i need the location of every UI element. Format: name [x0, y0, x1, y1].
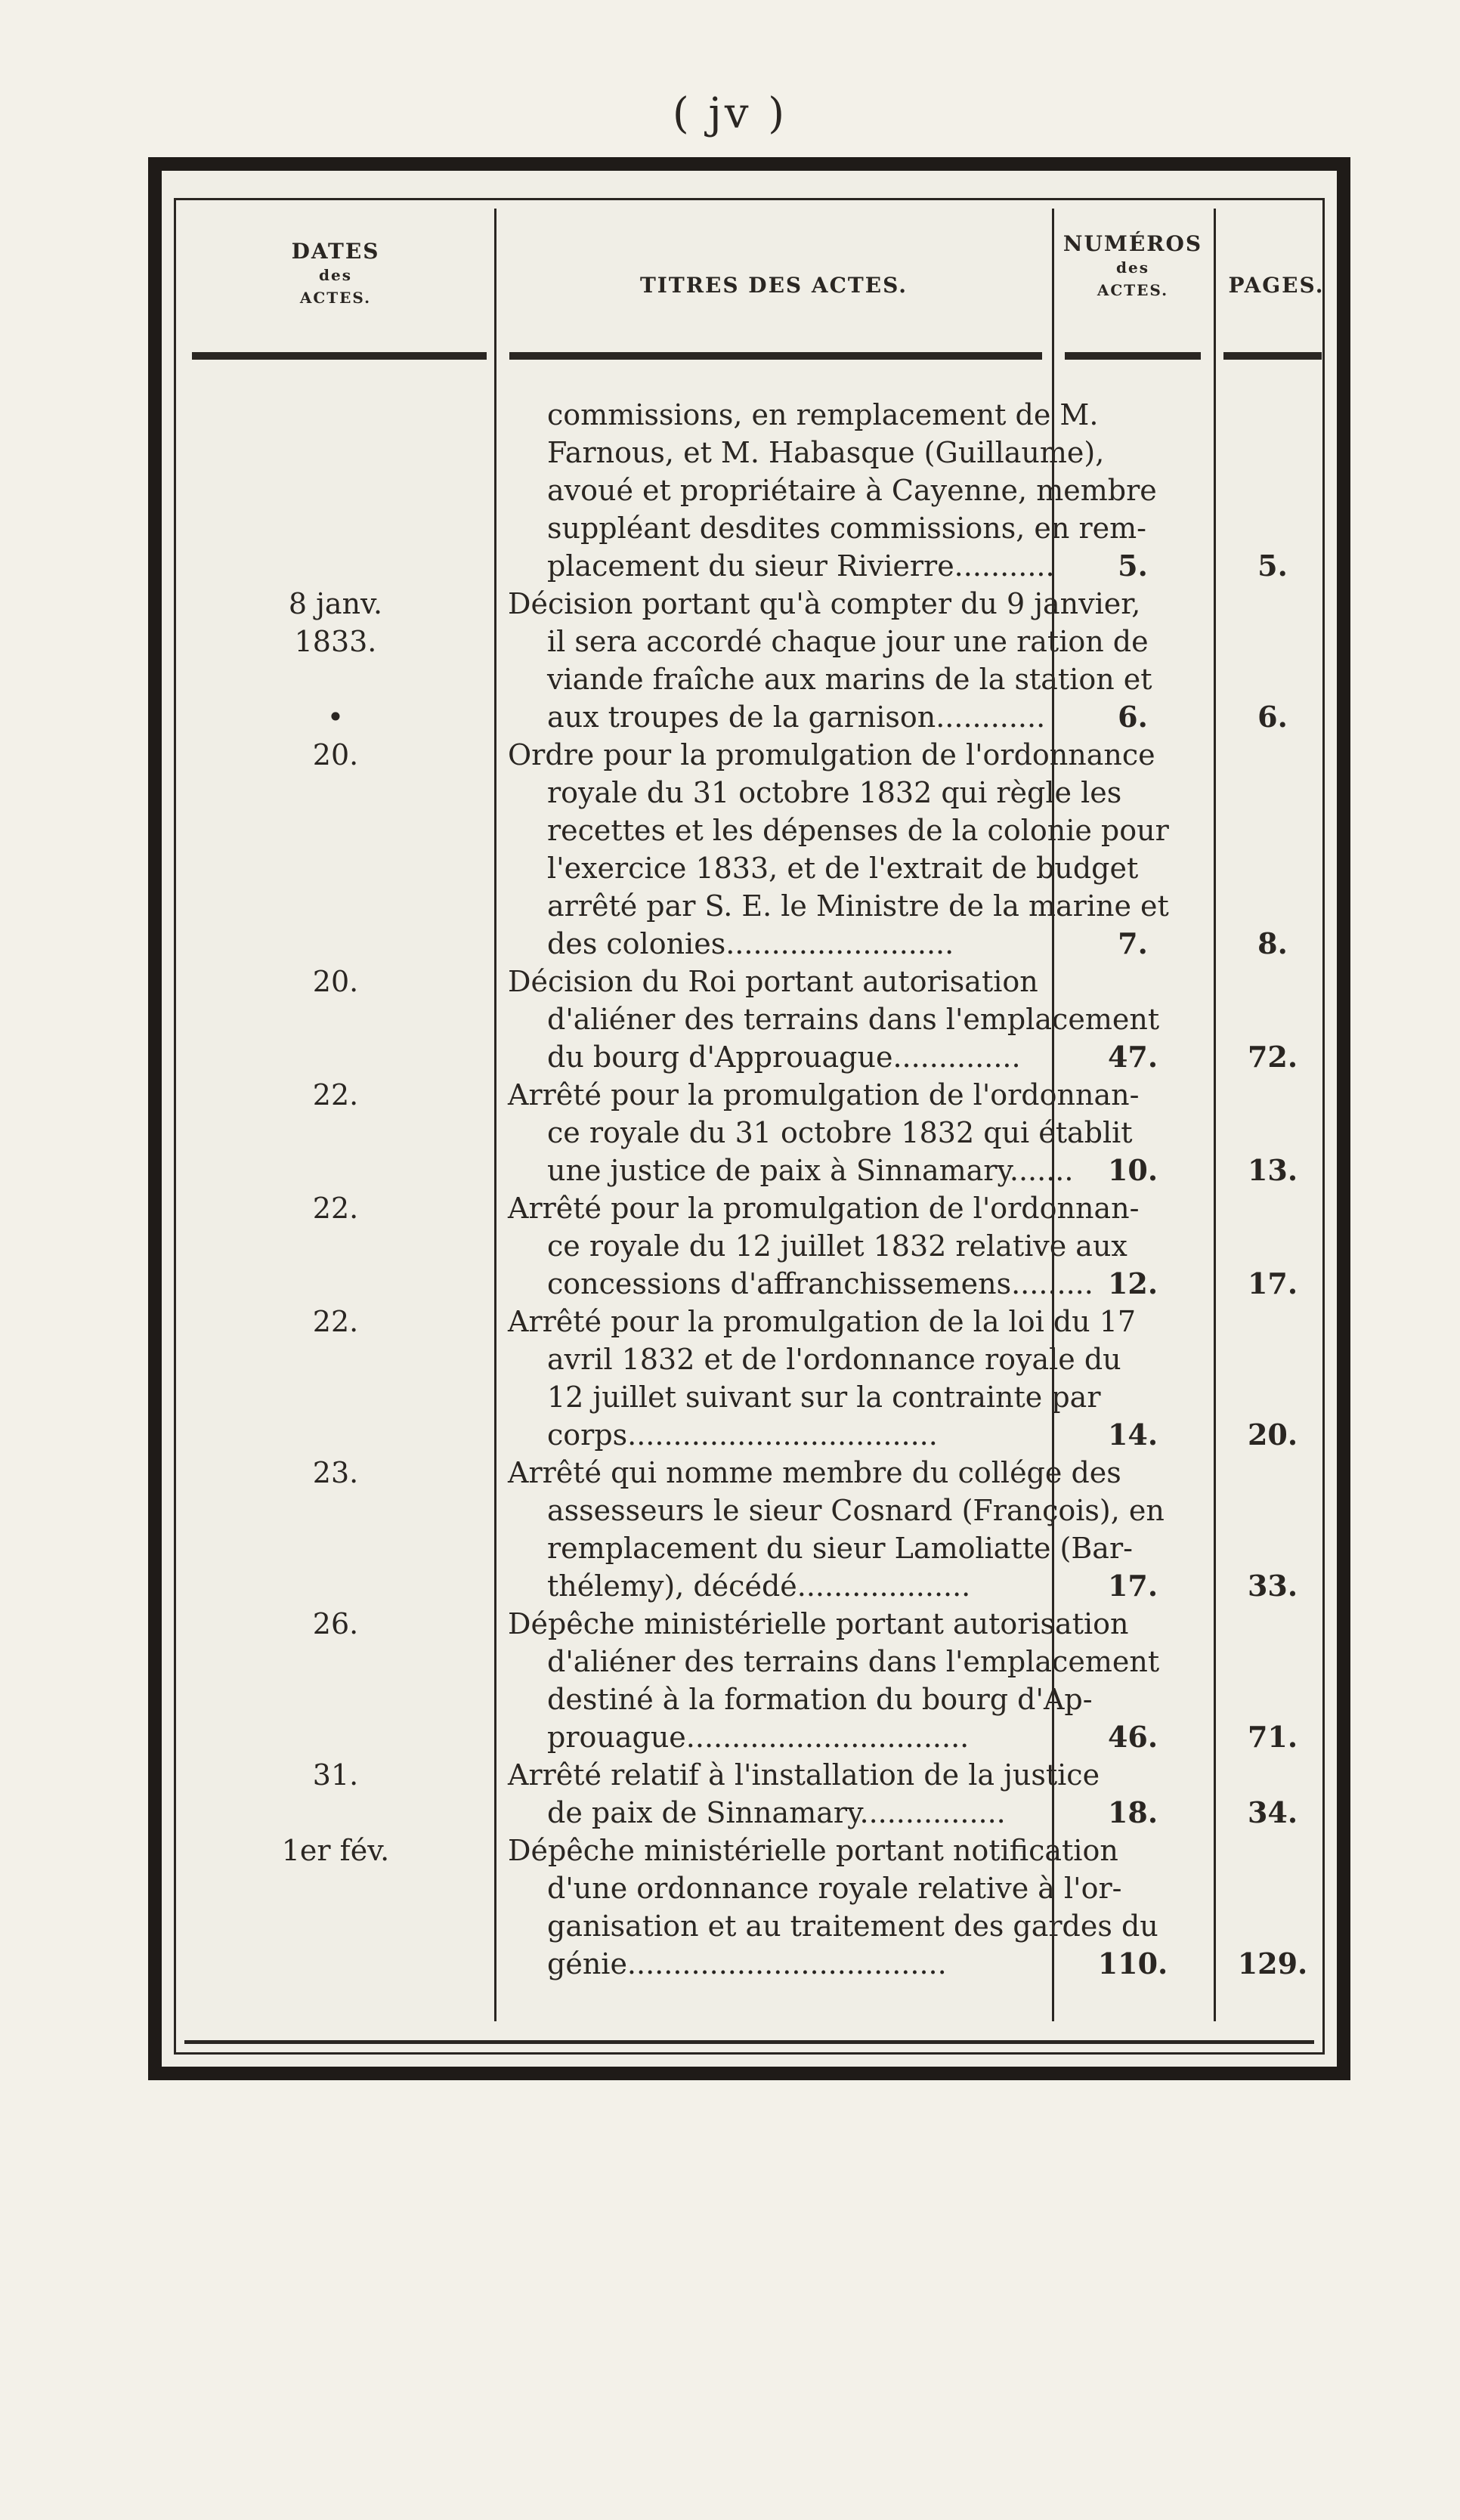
act-title-line: d'aliéner des terrains dans l'emplacement [547, 1003, 1160, 1036]
act-title-line: placement du sieur Rivierre........... [547, 549, 1055, 583]
table-row [162, 1303, 1337, 1340]
act-title-line: Arrêté relatif à l'installation de la justice [508, 1758, 1100, 1792]
table-row [162, 1869, 1337, 1907]
act-date: 31. [312, 1758, 359, 1792]
act-date: 26. [312, 1607, 359, 1640]
table-row [162, 1378, 1337, 1416]
act-date: 22. [312, 1305, 359, 1338]
act-title-line: viande fraîche aux marins de la station et [547, 663, 1152, 696]
table-row [162, 1605, 1337, 1643]
act-title-line: ganisation et au traitement des gardes du [547, 1909, 1158, 1943]
act-title-line: il sera accordé chaque jour une ration de [547, 625, 1149, 658]
act-title-line: assesseurs le sieur Cosnard (François), en [547, 1494, 1165, 1527]
table-row [162, 1832, 1337, 1869]
table-row [162, 925, 1337, 963]
act-title-line: recettes et les dépenses de la colonie pour [547, 814, 1169, 847]
act-date: 23. [312, 1456, 359, 1489]
act-title-line: corps.................................. [547, 1418, 938, 1452]
table-row [162, 1529, 1337, 1567]
act-title-line: génie................................... [547, 1947, 947, 1980]
header-dates [184, 239, 487, 309]
page-ref: 71. [1247, 1720, 1298, 1754]
act-number: 12. [1107, 1266, 1158, 1300]
act-number: 6. [1118, 700, 1148, 734]
table-row [162, 585, 1337, 623]
act-title-line: avoué et propriétaire à Cayenne, membre [547, 474, 1157, 507]
table-row [162, 1340, 1337, 1378]
page-ref: 5. [1257, 549, 1288, 583]
page-ref: 34. [1247, 1795, 1298, 1829]
table-row [162, 887, 1337, 925]
header-pages: PAGES. [1228, 273, 1325, 298]
act-title-line: Arrêté pour la promulgation de la loi du 17 [508, 1305, 1137, 1338]
act-title-line: avril 1832 et de l'ordonnance royale du [547, 1343, 1121, 1376]
table-row [162, 1681, 1337, 1718]
header-rule [192, 352, 487, 360]
act-number: 46. [1107, 1720, 1158, 1754]
table-row [162, 736, 1337, 774]
header-rule [509, 352, 1042, 360]
table-row [162, 1189, 1337, 1227]
page-ref: 13. [1247, 1153, 1298, 1187]
table-row [162, 1114, 1337, 1152]
table-row [162, 509, 1337, 547]
act-title-line: Ordre pour la promulgation de l'ordonnance [508, 738, 1155, 771]
act-title-line: Arrêté pour la promulgation de l'ordonnan- [508, 1192, 1140, 1225]
bottom-rule [184, 2040, 1314, 2044]
table-row [162, 1794, 1337, 1832]
table-row [162, 1492, 1337, 1529]
table-frame [148, 157, 1350, 2080]
act-number: 7. [1118, 926, 1148, 960]
act-title-line: suppléant desdites commissions, en rem- [547, 512, 1146, 545]
table-row [162, 623, 1337, 660]
act-title-line: du bourg d'Approuague.............. [547, 1040, 1021, 1074]
page-ref: 129. [1237, 1946, 1308, 1980]
act-title-line: une justice de paix à Sinnamary....... [547, 1154, 1074, 1187]
table-row [162, 1643, 1337, 1681]
page-number: ( jv ) [672, 89, 788, 138]
act-title-line: destiné à la formation du bourg d'Ap- [547, 1683, 1093, 1716]
table-row [162, 1000, 1337, 1038]
act-number: 10. [1107, 1153, 1158, 1187]
act-number: 17. [1107, 1569, 1158, 1603]
page-ref: 33. [1247, 1569, 1298, 1603]
table-row [162, 1038, 1337, 1076]
table-row [162, 1907, 1337, 1945]
act-title-line: aux troupes de la garnison............ [547, 700, 1046, 734]
page-ref: 6. [1257, 700, 1288, 734]
act-title-line: de paix de Sinnamary................ [547, 1796, 1006, 1829]
act-title-line: thélemy), décédé................... [547, 1569, 971, 1603]
act-title-line: 12 juillet suivant sur la contrainte par [547, 1381, 1101, 1414]
act-title-line: Farnous, et M. Habasque (Guillaume), [547, 436, 1105, 469]
table-row [162, 547, 1337, 585]
act-title-line: Décision du Roi portant autorisation [508, 965, 1038, 998]
table-row [162, 1454, 1337, 1492]
act-date: 8 janv. [288, 587, 383, 620]
act-number: 5. [1118, 549, 1148, 583]
act-title-line: Décision portant qu'à compter du 9 janvier, [508, 587, 1141, 620]
header-rule [1223, 352, 1322, 360]
act-number: 18. [1107, 1795, 1158, 1829]
table-row [162, 1567, 1337, 1605]
act-title-line: d'une ordonnance royale relative à l'or- [547, 1872, 1122, 1905]
table-row [162, 396, 1337, 434]
table-row [162, 1416, 1337, 1454]
act-date: 22. [312, 1192, 359, 1225]
act-date: 20. [312, 738, 359, 771]
act-date: 1833. [294, 625, 377, 658]
act-title-line: d'aliéner des terrains dans l'emplacement [547, 1645, 1160, 1678]
act-date: • [326, 700, 345, 734]
header-dates-line3: ACTES. [299, 289, 372, 307]
table-row [162, 774, 1337, 812]
act-title-line: commissions, en remplacement de M. [547, 398, 1099, 431]
act-date: 22. [312, 1078, 359, 1112]
table-row [162, 812, 1337, 849]
table-row [162, 1076, 1337, 1114]
header-numeros-line1: NUMÉROS [1063, 231, 1203, 256]
act-title-line: royale du 31 octobre 1832 qui règle les [547, 776, 1122, 809]
table-row [162, 1718, 1337, 1756]
header-numeros-line3: ACTES. [1097, 281, 1169, 299]
header-rule [1065, 352, 1201, 360]
act-title-line: Arrêté qui nomme membre du collége des [508, 1456, 1121, 1489]
act-title-line: Arrêté pour la promulgation de l'ordonnan- [508, 1078, 1140, 1112]
page-ref: 8. [1257, 926, 1288, 960]
act-date: 20. [312, 965, 359, 998]
act-number: 110. [1097, 1946, 1168, 1980]
act-number: 14. [1107, 1418, 1158, 1452]
act-title-line: concessions d'affranchissemens......... [547, 1267, 1093, 1300]
header-numeros-line2: des [1116, 258, 1149, 277]
act-title-line: l'exercice 1833, et de l'extrait de budget [547, 852, 1139, 885]
table-row [162, 1265, 1337, 1303]
act-title-line: remplacement du sieur Lamoliatte (Bar- [547, 1532, 1133, 1565]
act-title-line: des colonies......................... [547, 927, 954, 960]
table-row [162, 1227, 1337, 1265]
table-row [162, 1945, 1337, 1983]
table-row [162, 849, 1337, 887]
act-number: 47. [1107, 1040, 1158, 1074]
table-row [162, 1152, 1337, 1189]
act-title-line: Dépêche ministérielle portant notification [508, 1834, 1118, 1867]
table-row [162, 660, 1337, 698]
header-numeros [1057, 231, 1208, 301]
act-title-line: Dépêche ministérielle portant autorisation [508, 1607, 1129, 1640]
page-ref: 20. [1247, 1418, 1298, 1452]
page-ref: 17. [1247, 1266, 1298, 1300]
table-row [162, 434, 1337, 472]
act-title-line: ce royale du 31 octobre 1832 qui établit [547, 1116, 1133, 1149]
act-date: 1er fév. [281, 1834, 390, 1867]
act-title-line: arrêté par S. E. le Ministre de la marine et [547, 889, 1169, 923]
header-titles: TITRES DES ACTES. [639, 273, 908, 298]
page-ref: 72. [1247, 1040, 1298, 1074]
table-row [162, 472, 1337, 509]
table-row [162, 963, 1337, 1000]
table-row [162, 698, 1337, 736]
table-row [162, 1756, 1337, 1794]
header-dates-line1: DATES [291, 239, 380, 264]
header-dates-line2: des [319, 266, 352, 284]
act-title-line: ce royale du 12 juillet 1832 relative aux [547, 1229, 1127, 1263]
act-title-line: prouague............................... [547, 1721, 970, 1754]
